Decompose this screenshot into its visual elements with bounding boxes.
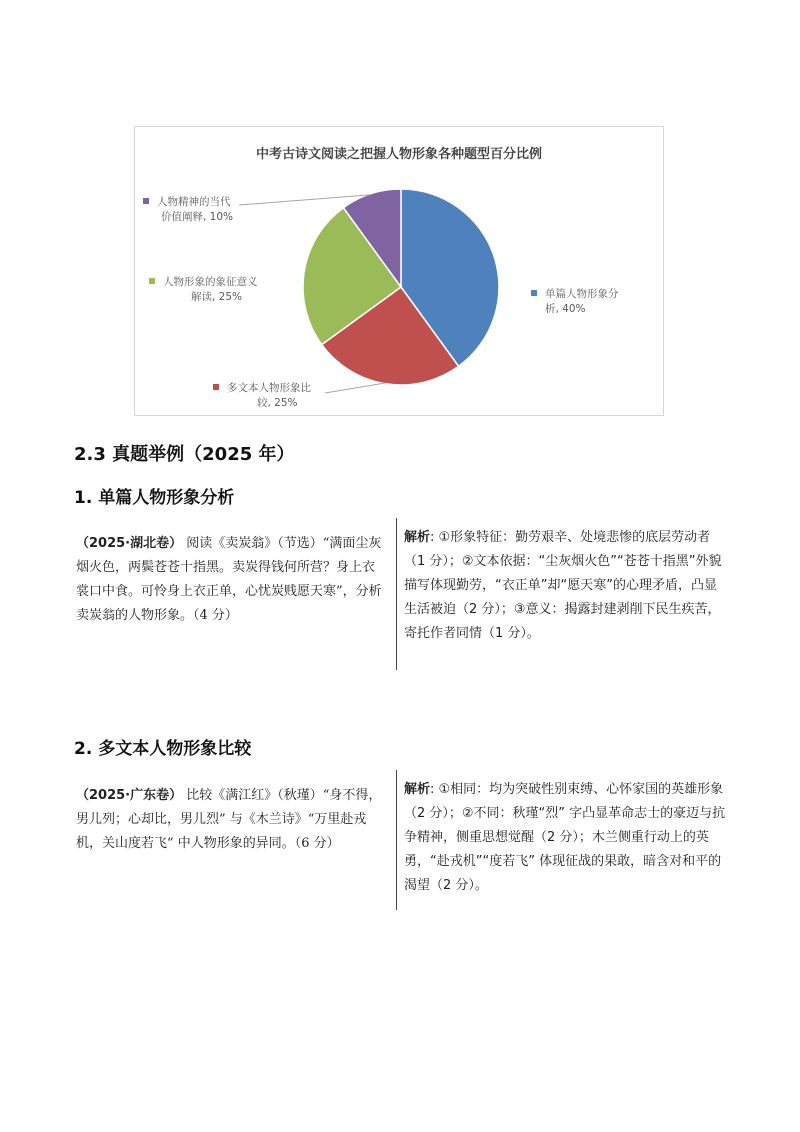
q2-heading: 2. 多文本人物形象比较 [74, 739, 252, 759]
slice-label-value: 解读, 25% [191, 291, 243, 303]
slice-label-text: 多文本人物形象比 [227, 382, 311, 394]
q1-divider [396, 518, 397, 670]
q2-question [76, 784, 386, 856]
slice-label-value: 较, 25% [257, 397, 298, 409]
q1-question-text: 阅读《卖炭翁》（节选）“满面尘灰烟火色，两鬓苍苍十指黑。卖炭得钱何所营？身上衣裳口中食。可怜身上衣正单，心忧炭贱愿天寒”，分析卖炭翁的人物形象。（4 分） [76, 536, 382, 623]
legend-swatch [213, 384, 219, 390]
q2-divider [396, 770, 397, 910]
slice-label-symbol [149, 275, 258, 305]
slice-label-single [531, 287, 619, 317]
chart-title: 中考古诗文阅读之把握人物形象各种题型百分比例 [255, 147, 542, 162]
q2-answer-label: 解析 [404, 782, 431, 797]
q2-answer [404, 778, 728, 898]
slice-label-text: 人物精神的当代 [157, 196, 231, 208]
slice-label-value: 析, 40% [545, 303, 586, 315]
q2-answer-text: : ①相同：均为突破性别束缚、心怀家国的英雄形象（2 分）；②不同：秋瑾“烈” 字凸显革命志士的豪迈与抗争精神，侧重思想觉醒（2 分）；木兰侧重行动上的英勇，“赴戎机”“度若飞” 体现征战的果敢，暗含对和平的渴望（2 分）。 [404, 782, 726, 893]
slice-label-text: 人物形象的象征意义 [163, 276, 258, 288]
slice-label-value-era [143, 195, 233, 225]
q1-answer [404, 526, 728, 646]
q1-tag: （2025·湖北卷） [76, 536, 183, 551]
q2-tag: （2025·广东卷） [76, 788, 183, 803]
q1-answer-label: 解析 [404, 530, 431, 545]
slice-label-value: 价值阐释, 10% [161, 211, 234, 223]
q1-answer-text: : ①形象特征：勤劳艰辛、处境悲惨的底层劳动者（1 分）；②文本依据：“尘灰烟火色”“苍苍十指黑”外貌描写体现勤劳，“衣正单”却“愿天寒”的心理矛盾，凸显生活被迫（2 分）；③意义：揭露封建剥削下民生疾苦，寄托作者同情（1 分）。 [404, 530, 722, 641]
q1-question [76, 532, 386, 628]
leader-line [325, 383, 386, 393]
pie-chart-svg [135, 127, 665, 417]
legend-swatch [143, 198, 149, 204]
legend-swatch [531, 290, 537, 296]
q2-question-text: 比较《满江红》（秋瑾）“身不得，男儿列；心却比，男儿烈” 与《木兰诗》“万里赴戎机，关山度若飞” 中人物形象的异同。（6 分） [76, 788, 382, 851]
slice-label-text: 单篇人物形象分 [545, 288, 619, 300]
q1-heading: 1. 单篇人物形象分析 [74, 488, 235, 508]
pie-chart [134, 126, 664, 416]
slice-label-multi [213, 381, 311, 411]
legend-swatch [149, 278, 155, 284]
section-title: 2.3 真题举例（2025 年） [74, 444, 295, 465]
